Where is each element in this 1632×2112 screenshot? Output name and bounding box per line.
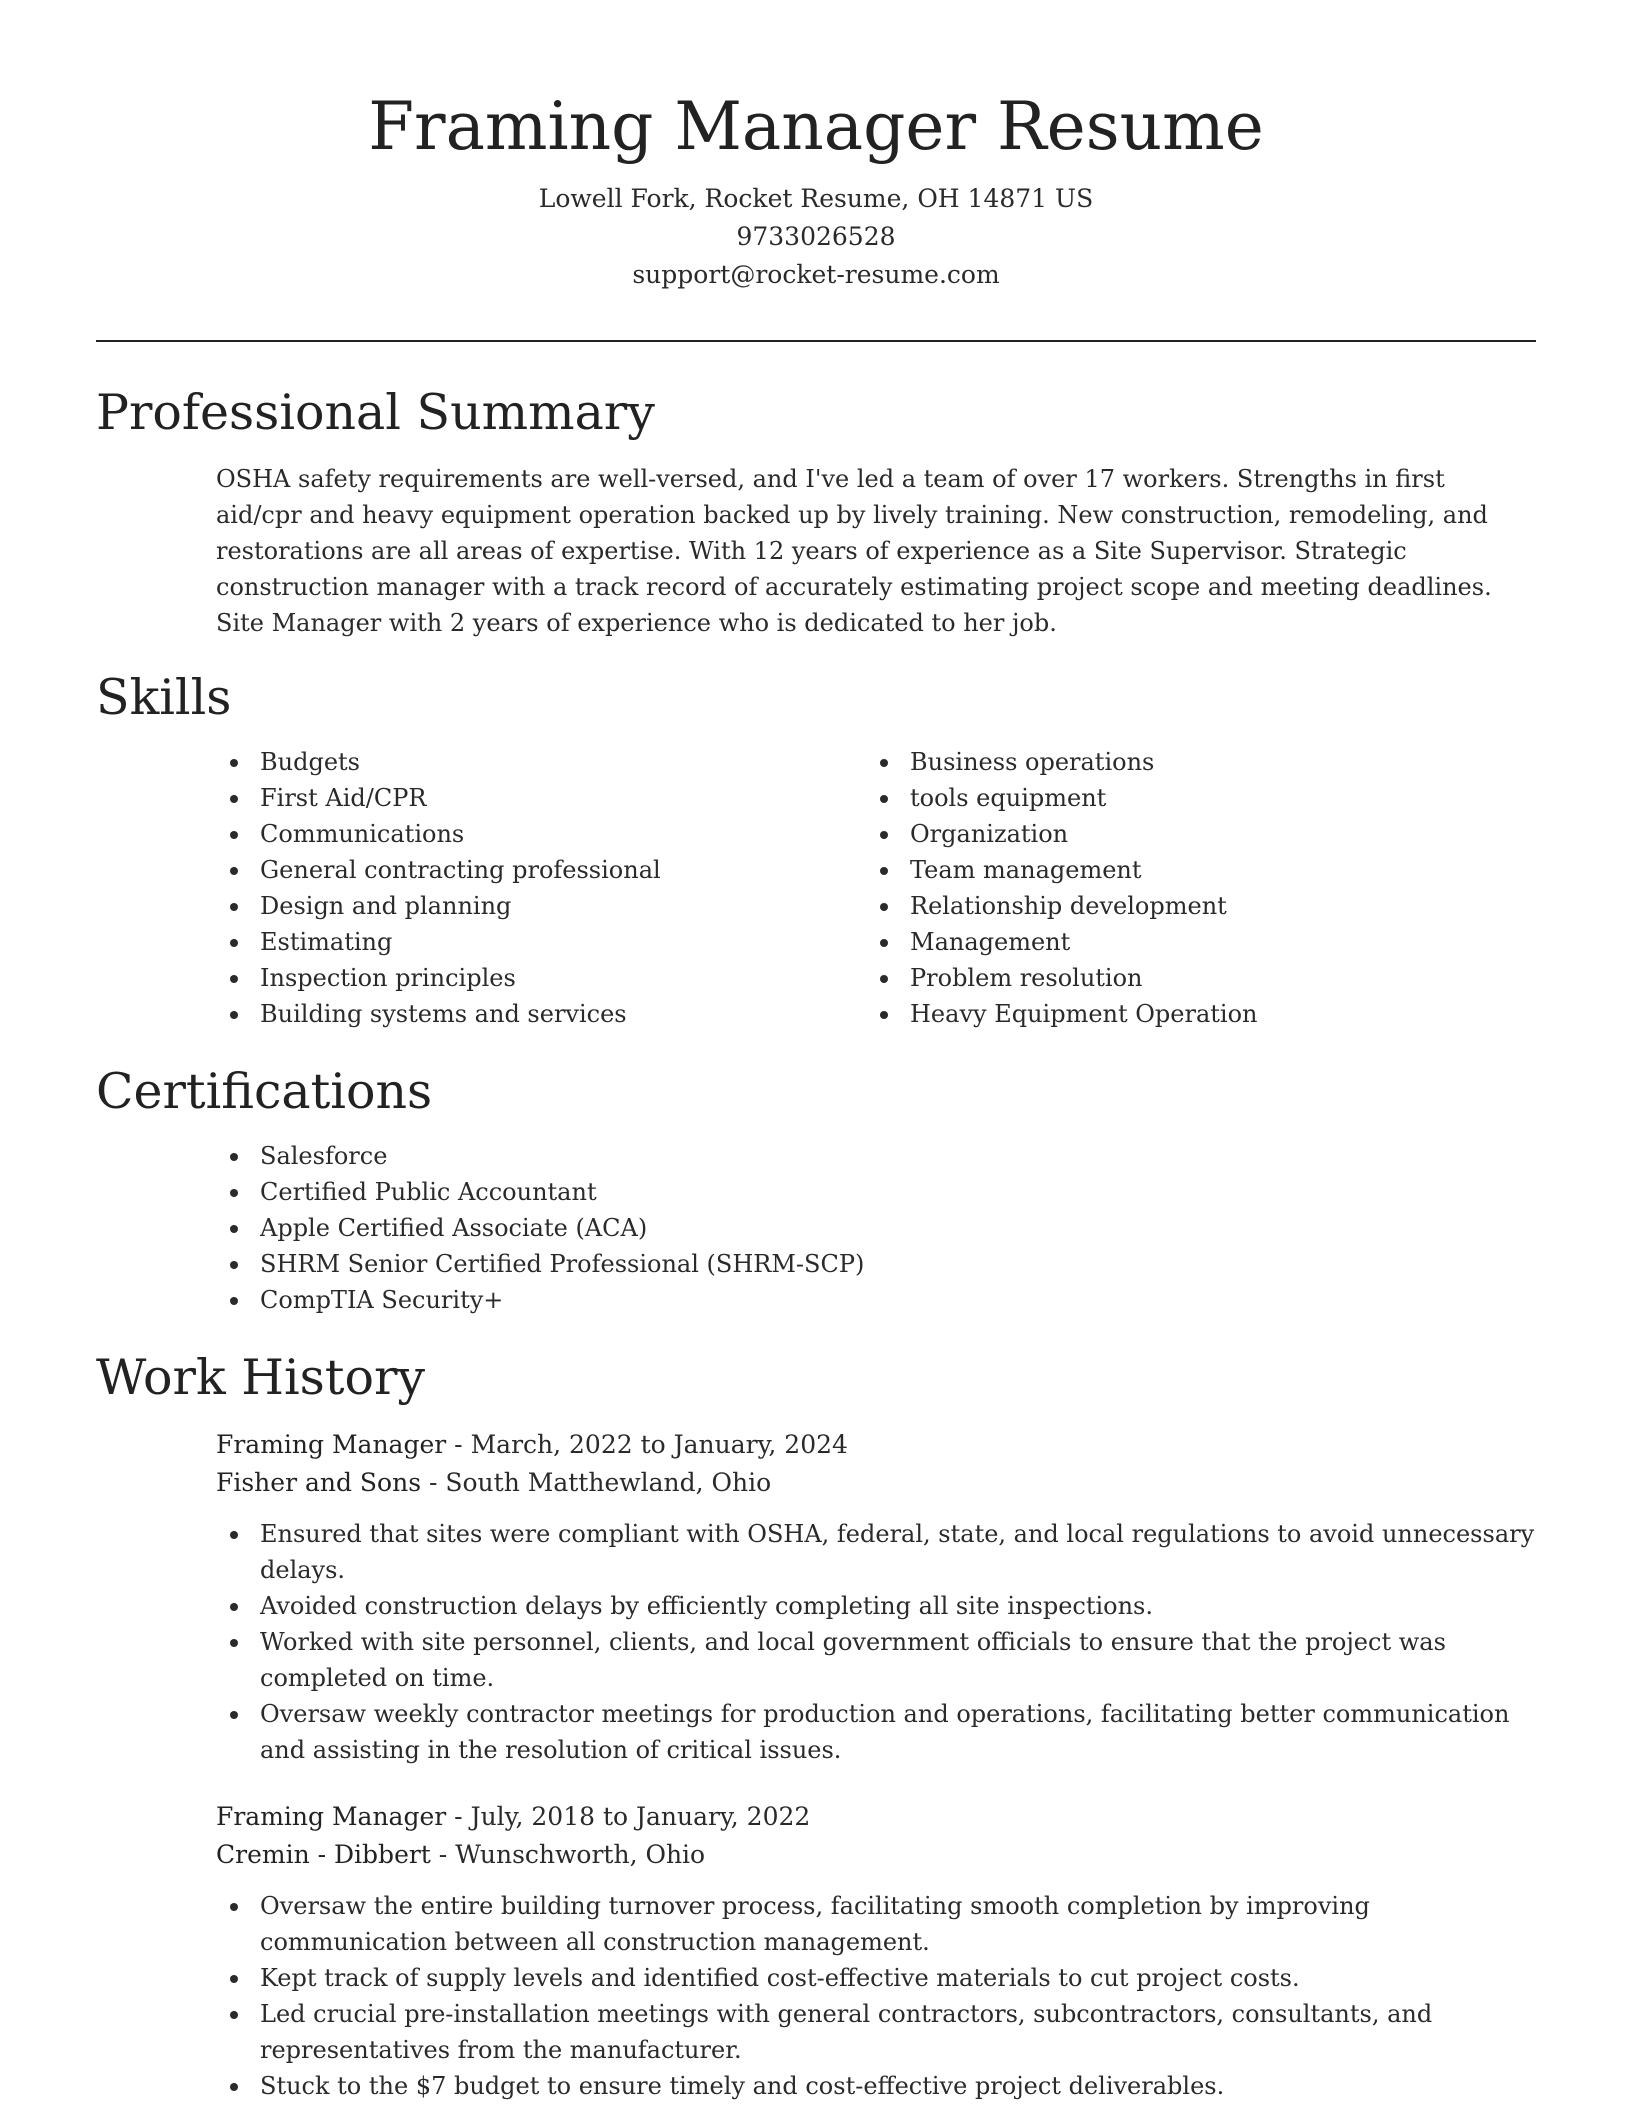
certifications-heading: Certifications [96, 1063, 433, 1120]
job-dates: March, 2022 to January, 2024 [470, 1430, 848, 1459]
job-company-line: Cremin - Dibbert - Wunschworth, Ohio [216, 1840, 706, 1869]
contact-email: support@rocket-resume.com [632, 260, 1000, 289]
certification-item: Apple Certified Associate (ACA) [260, 1210, 1536, 1246]
skill-item: Business operations [910, 744, 1396, 780]
page-title: Framing Manager Resume [368, 88, 1264, 165]
job-company-line: Fisher and Sons - South Matthewland, Ohio [216, 1468, 772, 1497]
job-company: Cremin - Dibbert [216, 1840, 431, 1869]
skill-item: Relationship development [910, 888, 1396, 924]
job-title: Framing Manager [216, 1802, 447, 1831]
contact-block [0, 180, 1632, 294]
certifications-section [96, 1062, 1536, 1318]
skill-item: Communications [260, 816, 746, 852]
summary-text: OSHA safety requirements are well-versed, and I've led a team of over 17 workers. Strengths in first aid/cpr and heavy equipment operation backed up by lively training. New construction, remodeling, and restorations are all areas of expertise. With 12 years of experience as a Site Supervisor. Strategic construction manager with a track record of accurately estimating project scope and meeting deadlines. Site Manager with 2 years of experience who is dedicated to her job. [216, 465, 1492, 637]
certification-item: Certified Public Accountant [260, 1174, 1536, 1210]
job-bullet: Stuck to the $7 budget to ensure timely and cost-effective project deliverables. [260, 2068, 1536, 2104]
job-bullet: Kept track of supply levels and identified cost-effective materials to cut project costs. [260, 1960, 1536, 1996]
job-title-line: Framing Manager - March, 2022 to January, 2024 [216, 1430, 848, 1459]
job-bullet: Led crucial pre-installation meetings with general contractors, subcontractors, consultants, and representatives from the manufacturer. [260, 1996, 1536, 2068]
job-bullet: Ensured that sites were compliant with OSHA, federal, state, and local regulations to avoid unnecessary delays. [260, 1516, 1536, 1588]
job-location: Wunschworth, Ohio [455, 1840, 706, 1869]
skill-item: tools equipment [910, 780, 1396, 816]
skill-item: First Aid/CPR [260, 780, 746, 816]
work-history-section [96, 1348, 1536, 2104]
skills-list-left [96, 744, 746, 1032]
job-bullet: Oversaw the entire building turnover process, facilitating smooth completion by improving communication between all construction management. [260, 1888, 1536, 1960]
skill-item: Organization [910, 816, 1396, 852]
skills-section [96, 668, 1536, 1032]
skill-item: Problem resolution [910, 960, 1396, 996]
header-divider [96, 340, 1536, 342]
summary-section [96, 383, 1536, 641]
certification-item: SHRM Senior Certified Professional (SHRM-SCP) [260, 1246, 1536, 1282]
work-history-heading: Work History [96, 1349, 426, 1406]
skills-heading: Skills [96, 669, 232, 726]
skill-item: Heavy Equipment Operation [910, 996, 1396, 1032]
job-entry [216, 1426, 1536, 1768]
job-bullet: Oversaw weekly contractor meetings for production and operations, facilitating better communication and assisting in the resolution of critical issues. [260, 1696, 1536, 1768]
job-dates: July, 2018 to January, 2022 [470, 1802, 811, 1831]
certification-item: Salesforce [260, 1138, 1536, 1174]
skill-item: General contracting professional [260, 852, 746, 888]
skills-columns [96, 744, 1536, 1032]
job-location: South Matthewland, Ohio [445, 1468, 772, 1497]
job-bullets [216, 1888, 1536, 2104]
skill-item: Team management [910, 852, 1396, 888]
skill-item: Building systems and services [260, 996, 746, 1032]
job-bullet: Worked with site personnel, clients, and local government officials to ensure that the project was completed on time. [260, 1624, 1536, 1696]
skill-item: Design and planning [260, 888, 746, 924]
job-company: Fisher and Sons [216, 1468, 422, 1497]
certification-item: CompTIA Security+ [260, 1282, 1536, 1318]
job-entry [216, 1798, 1536, 2104]
skill-item: Budgets [260, 744, 746, 780]
job-bullets [216, 1516, 1536, 1768]
skill-item: Estimating [260, 924, 746, 960]
resume-header [0, 0, 1632, 294]
skills-list-right [746, 744, 1396, 1032]
summary-heading: Professional Summary [96, 384, 655, 441]
skill-item: Inspection principles [260, 960, 746, 996]
certifications-list [96, 1138, 1536, 1318]
contact-phone: 9733026528 [736, 222, 896, 251]
contact-address: Lowell Fork, Rocket Resume, OH 14871 US [538, 184, 1094, 213]
job-title-line: Framing Manager - July, 2018 to January, 2022 [216, 1802, 811, 1831]
skill-item: Management [910, 924, 1396, 960]
job-title: Framing Manager [216, 1430, 447, 1459]
job-bullet: Avoided construction delays by efficiently completing all site inspections. [260, 1588, 1536, 1624]
